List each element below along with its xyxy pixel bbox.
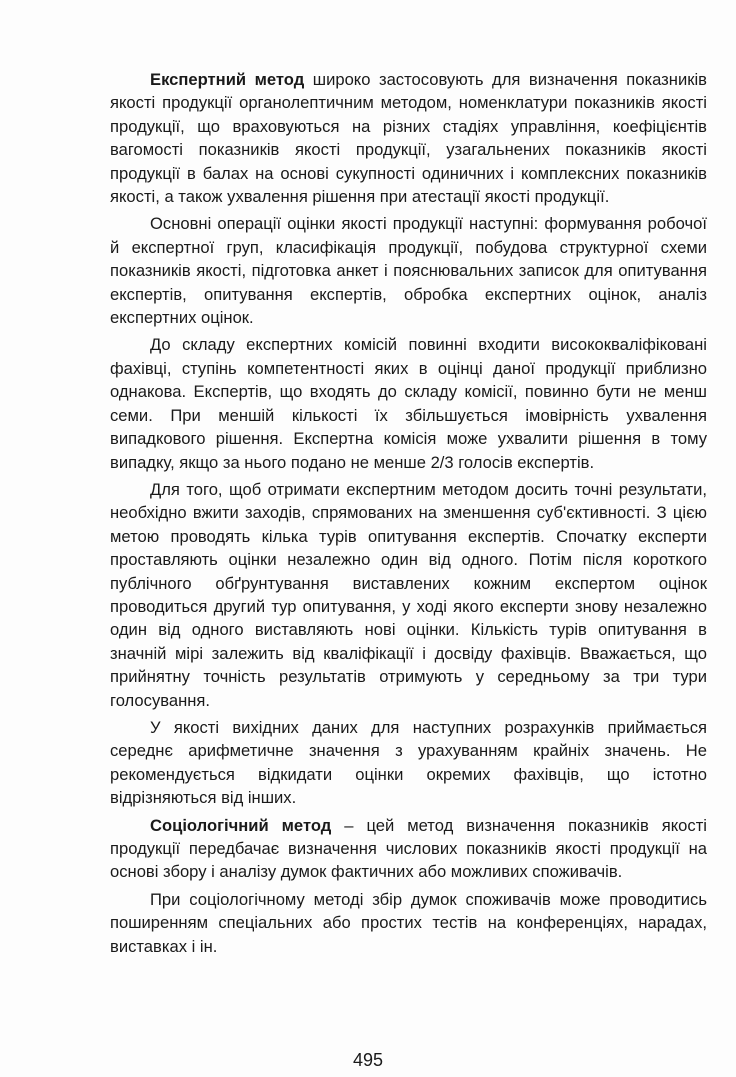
paragraph-text: Для того, щоб отримати експертним методом досить точні результати, необхідно вжити заходів, спрямованих на зменшення суб'єктивності. З цією метою проводять кілька турів опитування експертів. Спочатку експерти проставляють оцінки незалежно один від одного. Потім після короткого публічного обґрунтування виставлених кожним експертом оцінок проводиться другий тур опитування, у ході якого експерти знову незалежно один від одного виставляють нові оцінки. Кількість турів опитування в значній мірі залежить від кваліфікації і досвіду фахівців. Вважається, що прийнятну точність результатів отримують у середньому за три тури голосування.	[110, 479, 707, 710]
term-expert-method: Експертний метод	[150, 70, 305, 89]
paragraph-text: широко застосовують для визначення показників якості продукції органолептичним методом, номенклатури показників якості продукції, що враховуються на різних стадіях управління, коефіцієнтів вагомості показників якості продукції, узагальнених показників якості продукції в балах на основі сукупності одиничних і комплексних показників якості, а також ухвалення рішення при атестації якості продукції.	[110, 70, 707, 207]
paragraph-initial-data	[110, 716, 707, 810]
paragraph-text: Основні операції оцінки якості продукції наступні: формування робочої й експертної груп, класифікація продукції, побудова структурної схеми показників якості, підготовка анкет і пояснювальних записок для опитування експертів, опитування експертів, обробка експертних оцінок, аналіз експертних оцінок.	[110, 214, 707, 328]
paragraph-text: – цей метод визначення показників якості продукції передбачає визначення числових показників якості продукції на основі збору і аналізу думок фактичних або можливих споживачів.	[110, 815, 707, 882]
paragraph-text: До складу експертних комісій повинні входити висококваліфіковані фахівці, ступінь компетентності яких в оцінці даної продукції приблизно однакова. Експертів, що входять до складу комісії, повинно бути не менш семи. При меншій кількості їх збільшується імовірність ухвалення випадкового рішення. Експертна комісія може ухвалити рішення в тому випадку, якщо за нього подано не менше 2/3 голосів експертів.	[110, 335, 707, 472]
paragraph-expert-method	[110, 68, 707, 208]
paragraph-survey-rounds	[110, 478, 707, 712]
paragraph-main-operations	[110, 212, 707, 329]
body-text	[110, 68, 707, 962]
paragraph-text: У якості вихідних даних для наступних розрахунків приймається середнє арифметичне значення з урахуванням крайніх значень. Не рекомендується відкидати оцінки окремих фахівців, що істотно відрізняються від інших.	[110, 717, 707, 808]
paragraph-text: При соціологічному методі збір думок споживачів може проводитись поширенням спеціальних або простих тестів на конференціях, нарадах, виставках і ін.	[110, 889, 707, 956]
paragraph-commission-composition	[110, 333, 707, 473]
page-number: 495	[352, 1050, 384, 1070]
paragraph-opinion-collection	[110, 888, 707, 958]
term-sociological-method: Соціологічний метод	[150, 815, 332, 835]
paragraph-sociological-method	[110, 814, 707, 884]
